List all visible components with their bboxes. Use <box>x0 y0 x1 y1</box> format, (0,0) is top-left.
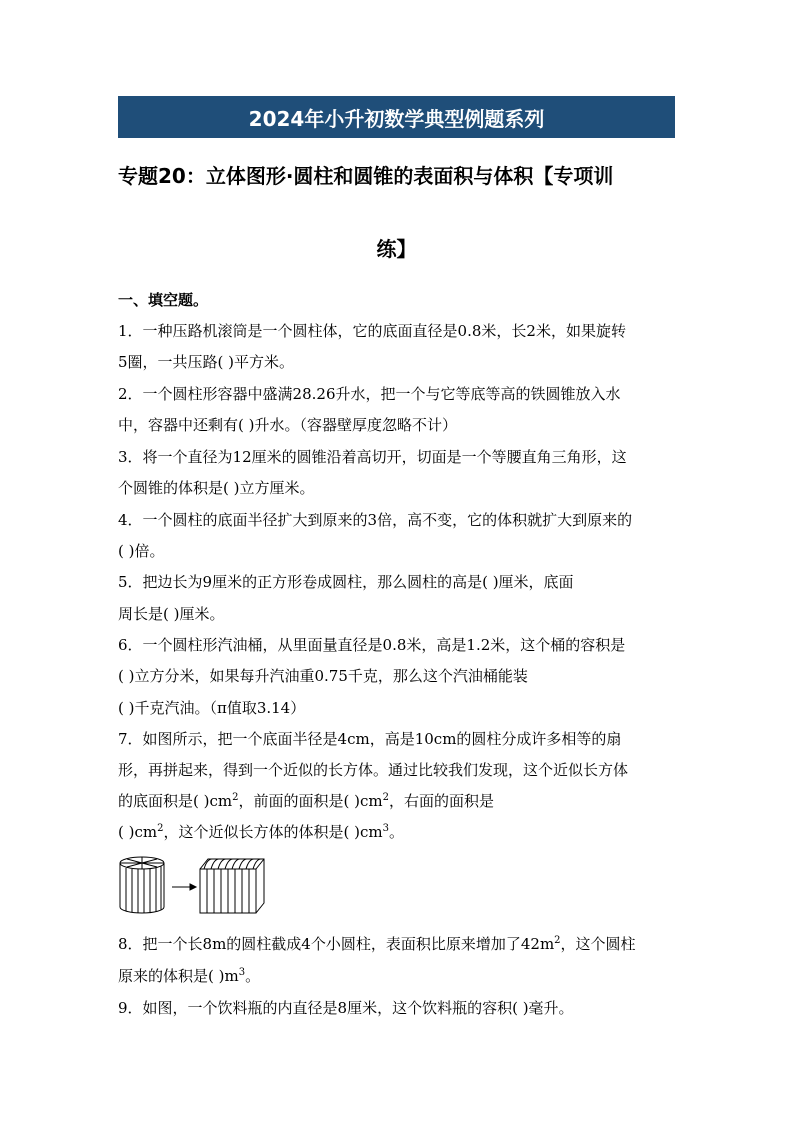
q6-line3: ( )千克汽油。（π值取3.14） <box>118 699 306 717</box>
series-title: 2024年小升初数学典型例题系列 <box>248 106 545 131</box>
topic-title-line2: 练】 <box>376 237 417 261</box>
q4-line2: ( )倍。 <box>118 542 165 560</box>
q7-line1: 7．如图所示，把一个底面半径是4cm，高是10cm的圆柱分成许多相等的扇 <box>118 730 622 748</box>
series-banner <box>118 96 675 138</box>
q7-line4: ( )$cm^2$，这个近似长方体的体积是( )$cm^3$。 <box>118 823 404 841</box>
q5-line1: 5．把边长为9厘米的正方形卷成圆柱，那么圆柱的高是( )厘米，底面 <box>118 573 574 591</box>
q7-line2: 形，再拼起来，得到一个近似的长方体。通过比较我们发现，这个近似长方体 <box>118 761 629 779</box>
q8-line2: 原来的体积是( )$m^3$。 <box>118 967 261 985</box>
q2-line1: 2．一个圆柱形容器中盛满28.26升水，把一个与它等底等高的铁圆锥放入水 <box>118 385 621 403</box>
q4-line1: 4．一个圆柱的底面半径扩大到原来的3倍，高不变，它的体积就扩大到原来的 <box>118 511 633 529</box>
q5-line2: 周长是( )厘米。 <box>118 605 225 623</box>
q2-line2: 中，容器中还剩有( )升水。（容器壁厚度忽略不计） <box>118 416 457 434</box>
q3-line1: 3．将一个直径为12厘米的圆锥沿着高切开，切面是一个等腰直角三角形，这 <box>118 448 627 466</box>
section-heading: 一、填空题。 <box>118 291 209 309</box>
q8-line1: 8．把一个长8m的圆柱截成4个小圆柱，表面积比原来增加了$42m^2$，这个圆柱 <box>118 935 636 953</box>
q6-line1: 6．一个圆柱形汽油桶，从里面量直径是0.8米，高是1.2米，这个桶的容积是 <box>118 636 626 654</box>
q6-line2: ( )立方分米，如果每升汽油重0.75千克，那么这个汽油桶能装 <box>118 667 528 685</box>
q9-line1: 9．如图，一个饮料瓶的内直径是8厘米，这个饮料瓶的容积( )毫升。 <box>118 999 574 1017</box>
q1-line2: 5圈，一共压路( )平方米。 <box>118 353 295 371</box>
q7-line3: 的底面积是( )$cm^2$，前面的面积是( )$cm^2$，右面的面积是 <box>118 792 494 810</box>
q3-line2: 个圆锥的体积是( )立方厘米。 <box>118 479 315 497</box>
cylinder-to-cuboid-figure <box>118 855 268 917</box>
topic-title-line1: 专题20：立体图形·圆柱和圆锥的表面积与体积【专项训 <box>118 164 614 188</box>
q1-line1: 1．一种压路机滚筒是一个圆柱体，它的底面直径是0.8米，长2米，如果旋转 <box>118 322 626 340</box>
